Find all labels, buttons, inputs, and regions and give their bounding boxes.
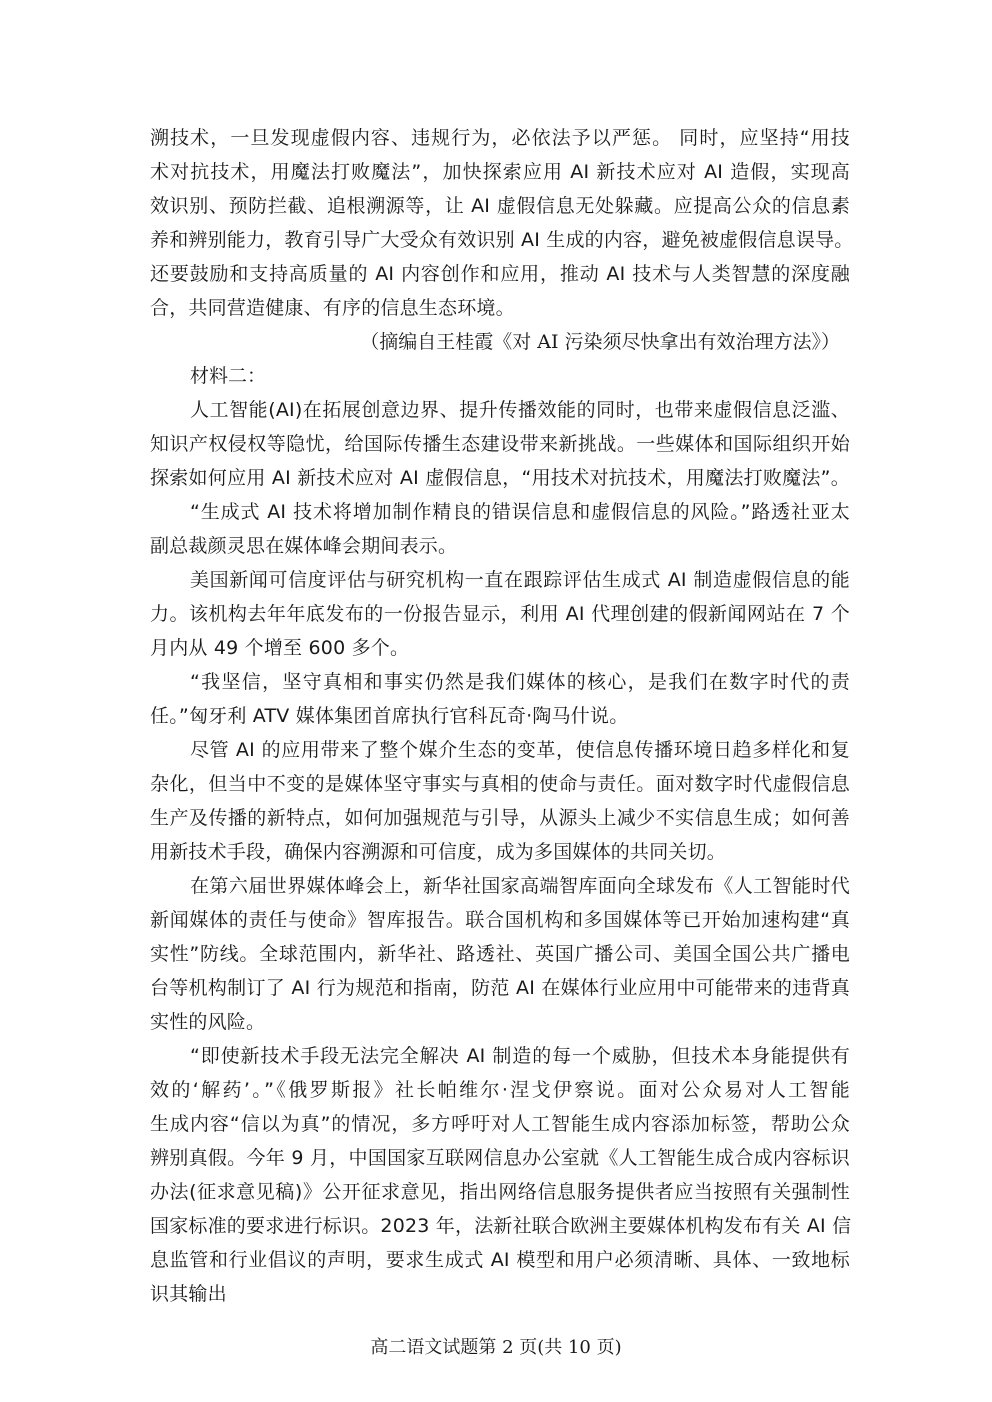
text-line: 用新技术手段，确保内容溯源和可信度，成为多国媒体的共同关切。 [150, 841, 727, 863]
text-line: 辨别真假。今年 9 月，中国国家互联网信息办公室就《人工智能生成合成内容标识 [150, 1147, 850, 1169]
text-line: 术对抗技术，用魔法打败魔法”，加快探索应用 AI 新技术应对 AI 造假，实现高 [150, 161, 850, 183]
page-footer: 高二语文试题第 2 页(共 10 页) [370, 1337, 622, 1358]
text-line: “生成式 AI 技术将增加制作精良的错误信息和虚假信息的风险。”路透社亚太 [190, 501, 850, 523]
text-line: 识其输出 [150, 1283, 227, 1305]
text-line: 生成内容“信以为真”的情况，多方呼吁对人工智能生成内容添加标签，帮助公众 [150, 1113, 850, 1135]
text-line: 溯技术，一旦发现虚假内容、违规行为，必依法予以严惩。 同时，应坚持“用技 [150, 127, 850, 149]
text-line: 副总裁颜灵思在媒体峰会期间表示。 [150, 535, 458, 557]
text-line: 人工智能(AI)在拓展创意边界、提升传播效能的同时，也带来虚假信息泛滥、 [190, 399, 850, 421]
text-line: 美国新闻可信度评估与研究机构一直在跟踪评估生成式 AI 制造虚假信息的能 [190, 569, 850, 591]
text-line: 尽管 AI 的应用带来了整个媒介生态的变革，使信息传播环境日趋多样化和复 [190, 739, 850, 761]
text-line: 办法(征求意见稿)》公开征求意见，指出网络信息服务提供者应当按照有关强制性 [150, 1181, 850, 1203]
section-heading: 材料二： [190, 365, 267, 387]
text-line: 任。”匈牙利 ATV 媒体集团首席执行官科瓦奇·陶马什说。 [150, 705, 629, 727]
text-line: 在第六届世界媒体峰会上，新华社国家高端智库面向全球发布《人工智能时代 [190, 875, 850, 897]
text-line: 实性的风险。 [150, 1011, 266, 1033]
text-line: 还要鼓励和支持高质量的 AI 内容创作和应用，推动 AI 技术与人类智慧的深度融 [150, 263, 850, 285]
source-citation: （摘编自王桂霞《对 AI 污染须尽快拿出有效治理方法》） [360, 331, 840, 353]
text-line: 知识产权侵权等隐忧，给国际传播生态建设带来新挑战。一些媒体和国际组织开始 [150, 433, 850, 455]
text-line: 国家标准的要求进行标识。2023 年，法新社联合欧洲主要媒体机构发布有关 AI 信 [150, 1215, 852, 1237]
text-line: 探索如何应用 AI 新技术应对 AI 虚假信息，“用技术对抗技术，用魔法打败魔法”。 [150, 467, 850, 489]
text-line: 实性”防线。全球范围内，新华社、路透社、英国广播公司、美国全国公共广播电 [150, 943, 850, 965]
text-line: “即使新技术手段无法完全解决 AI 制造的每一个威胁，但技术本身能提供有 [190, 1045, 850, 1067]
text-line: 息监管和行业倡议的声明，要求生成式 AI 模型和用户必须清晰、具体、一致地标 [150, 1249, 850, 1271]
text-line: 新闻媒体的责任与使命》智库报告。联合国机构和多国媒体等已开始加速构建“真 [150, 909, 850, 931]
text-line: 杂化，但当中不变的是媒体坚守事实与真相的使命与责任。面对数字时代虚假信息 [150, 773, 850, 795]
text-line: 力。该机构去年年底发布的一份报告显示，利用 AI 代理创建的假新闻网站在 7 个 [150, 603, 850, 625]
text-line: 月内从 49 个增至 600 多个。 [150, 637, 410, 659]
text-line: 台等机构制订了 AI 行为规范和指南，防范 AI 在媒体行业应用中可能带来的违背真 [150, 977, 850, 999]
text-line: 合，共同营造健康、有序的信息生态环境。 [150, 297, 515, 319]
text-line: 生产及传播的新特点，如何加强规范与引导，从源头上减少不实信息生成；如何善 [150, 807, 850, 829]
text-line: “我坚信，坚守真相和事实仍然是我们媒体的核心，是我们在数字时代的责 [190, 671, 850, 693]
text-line: 效识别、预防拦截、追根溯源等，让 AI 虚假信息无处躲藏。应提高公众的信息素 [150, 195, 850, 217]
text-line: 养和辨别能力，教育引导广大受众有效识别 AI 生成的内容，避免被虚假信息误导。 [150, 229, 854, 251]
text-line: 效的‘解药’。”《俄罗斯报》社长帕维尔·涅戈伊察说。面对公众易对人工智能 [150, 1079, 850, 1101]
